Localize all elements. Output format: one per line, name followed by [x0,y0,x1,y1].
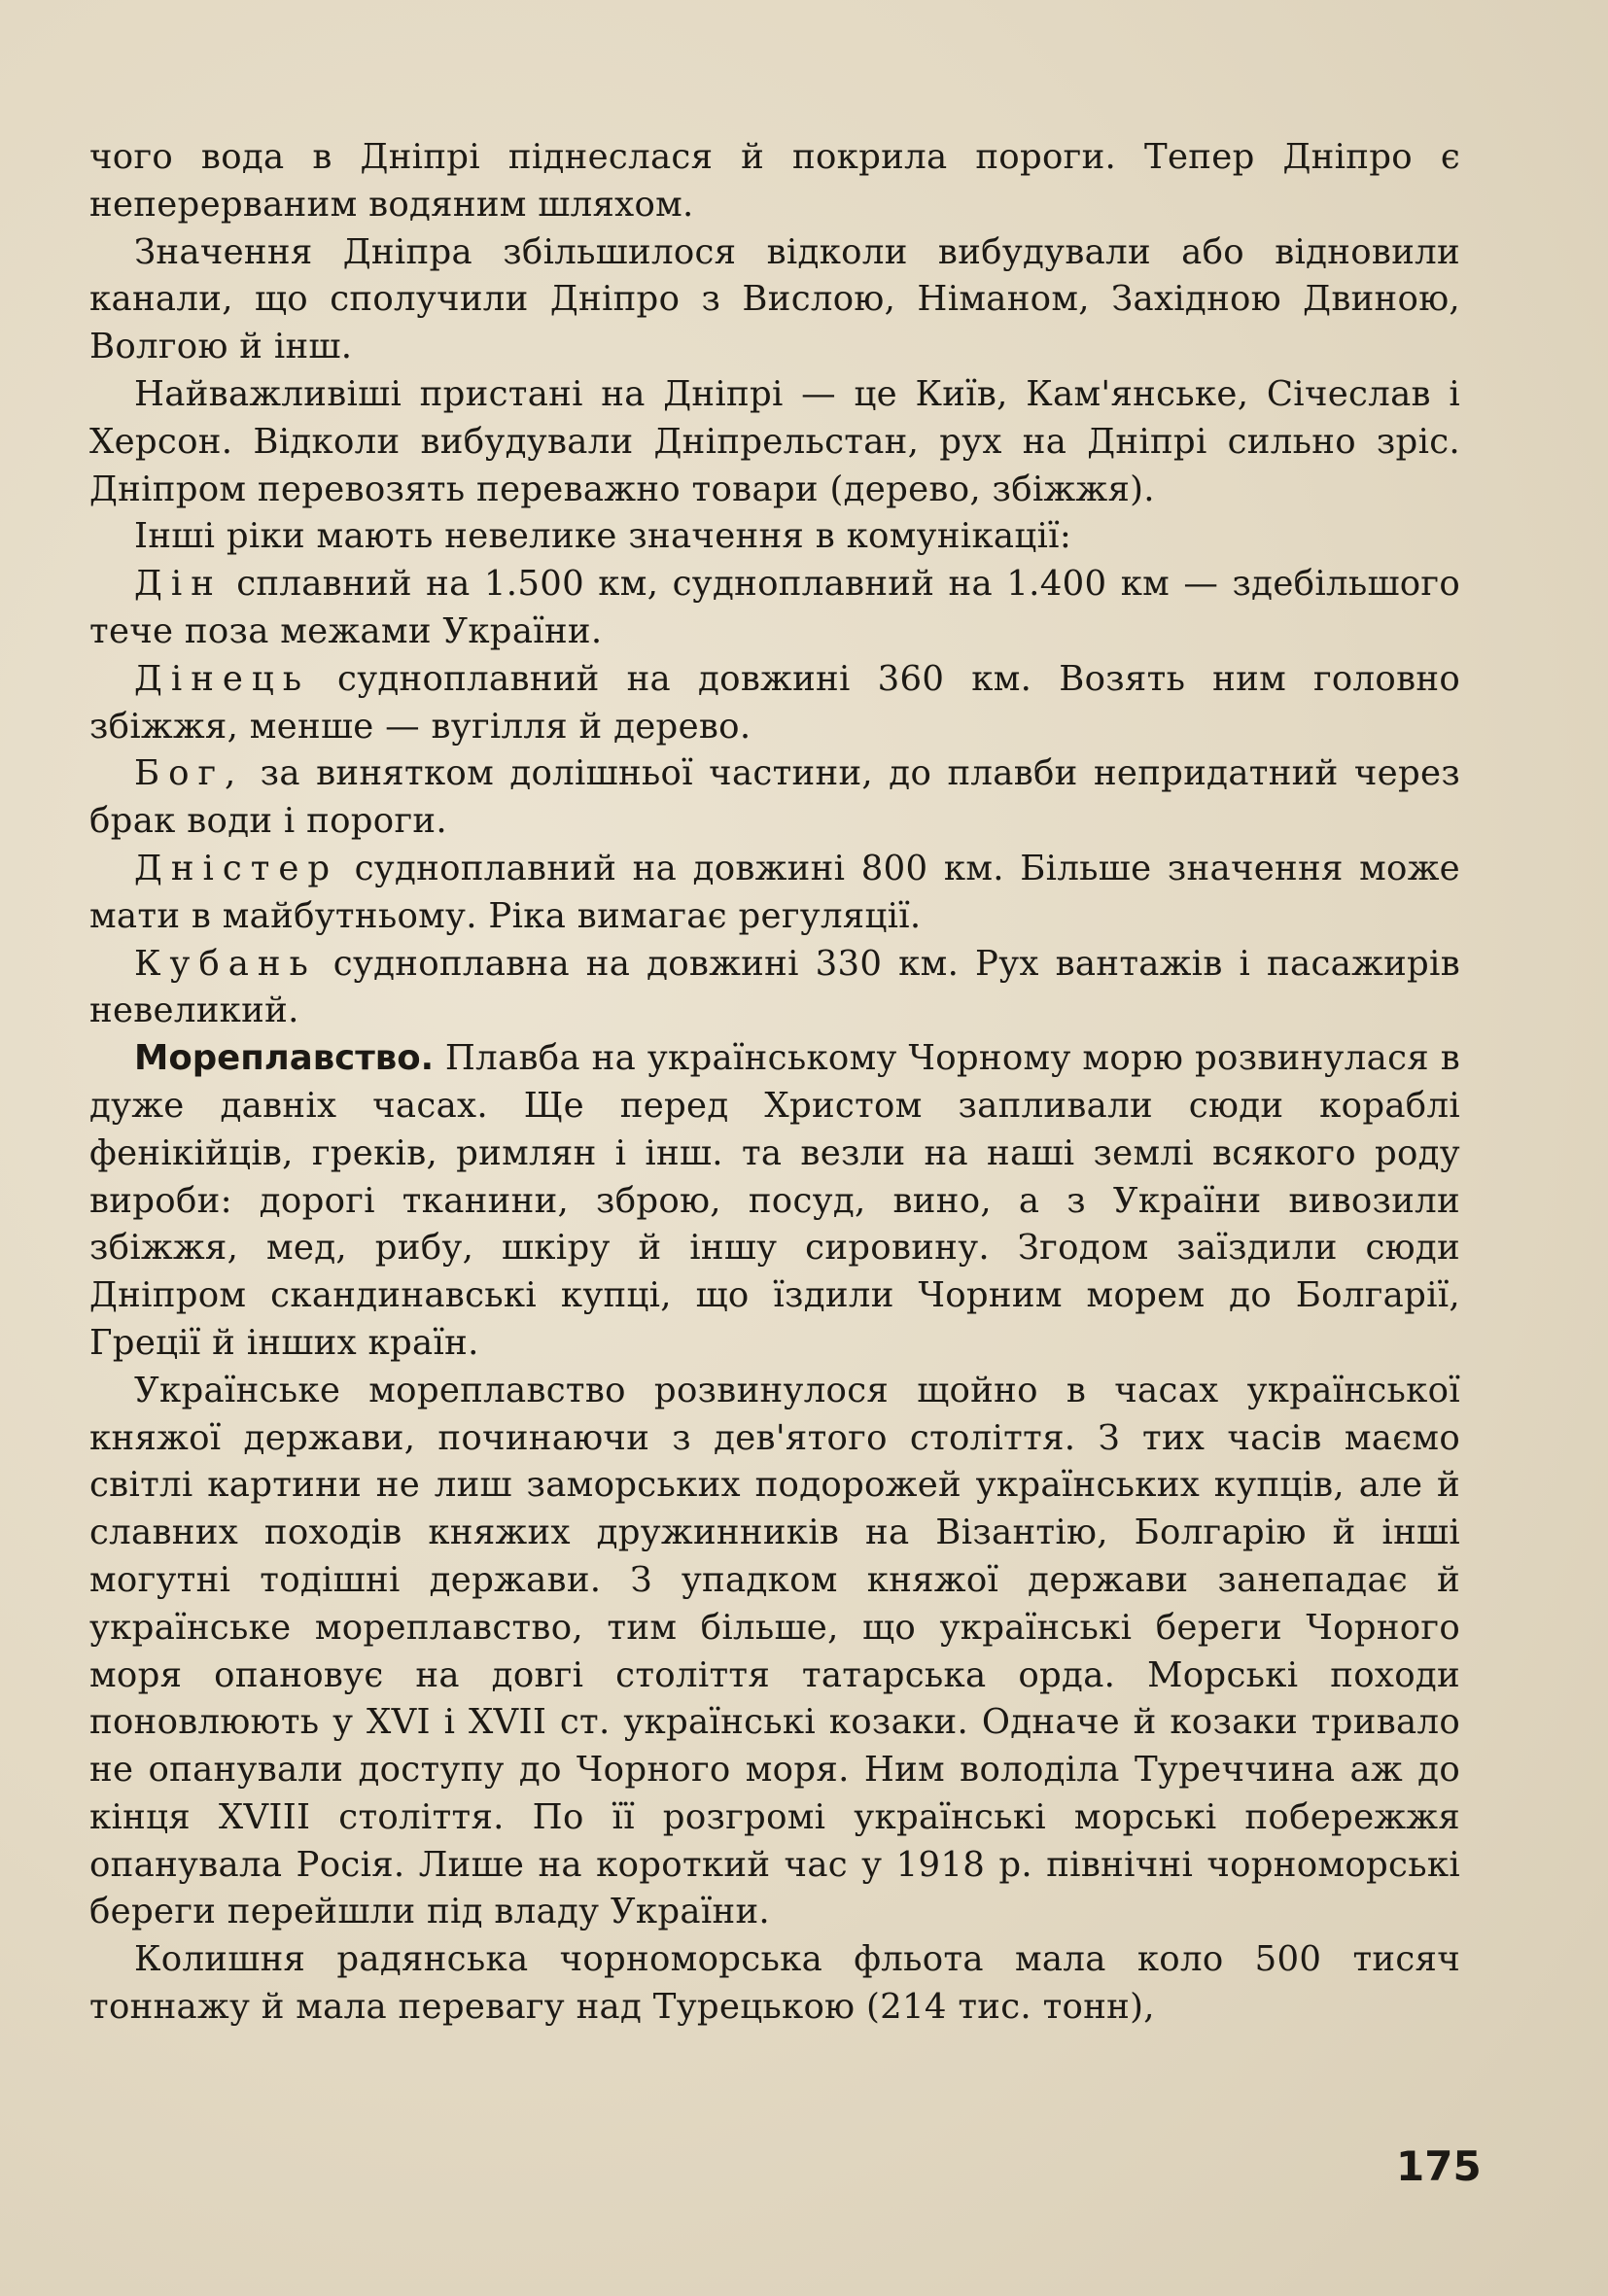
paragraph: Значення Дніпра збільшилося відколи вибудували або відновили канали, що сполучили Дніпро з Вислою, Німаном, Західною Двиною, Волгою й інш. [89,231,1460,367]
river-name: Дінець [134,658,311,699]
river-name: Кубань [134,943,317,984]
paragraph-river-donets: Дінець судноплавний на довжині 360 км. Возять ним головно збіжжя, менше — вугілля й дерево. [89,658,1460,747]
paragraph: чого вода в Дніпрі піднеслася й покрила пороги. Тепер Дніпро є неперерваним водяним шляхом. [89,137,1460,225]
paragraph: Колишня радянська чорноморська фльота мала коло 500 тисяч тоннажу й мала перевагу над Турецькою (214 тис. тонн), [89,1939,1460,2028]
body-text [89,134,1460,2032]
paragraph-river-don: Дін сплавний на 1.500 км, судноплавний на 1.400 км — здебільшого тече поза межами України. [89,564,1460,651]
paragraph: Інші ріки мають невелике значення в комунікації: [134,516,1072,557]
paragraph: Українське мореплавство розвинулося щойно в часах української княжої держави, починаючи з дев'ятого століття. З тих часів маємо світлі картини не лиш заморських подорожей українських купців, але й славних походів княжих дружинників на Візантію, Болгарію й інші могутні тодішні держави. З упадком княжої держави занепадає й українське мореплавство, тим більше, що українські береги Чорного моря опановує на довгі століття татарська орда. Морські походи поновлюють у XVI і XVII ст. українські козаки. Одначе й козаки тривало не опанували доступу до Чорного моря. Ним володіла Туреччина аж до кінця XVIII століття. По її розгромі українські морські побережжя опанувала Росія. Лише на короткий час у 1918 р. північні чорноморські береги перейшли під владу України. [89,1370,1460,1932]
paragraph-river-kuban: Кубань судноплавна на довжині 330 км. Рух вантажів і пасажирів невеликий. [89,943,1460,1031]
section-heading: Мореплавство. [134,1038,435,1079]
paragraph: Найважливіші пристані на Дніпрі — це Київ, Кам'янське, Січеслав і Херсон. Відколи вибудували Дніпрельстан, рух на Дніпрі сильно зріс. Дніпром перевозять переважно товари (дерево, збіжжя). [89,373,1460,509]
river-name: Бог, [134,753,245,794]
page-number: 175 [1396,2142,1482,2190]
river-name: Дін [134,564,223,605]
paragraph-seafaring: Мореплавство. Плавба на українському Чорному морю розвинулася в дуже давніх часах. Ще перед Христом запливали сюди кораблі фенікійців, греків, римлян і інш. та везли на наші землі всякого роду вироби: дорогі тканини, зброю, посуд, вино, а з України вивозили збіжжя, мед, рибу, шкіру й іншу сировину. Згодом заїздили сюди Дніпром скандинавські купці, що їздили Чорним морем до Болгарії, Греції й інших країн. [89,1038,1460,1363]
paragraph-river-boh: Бог, за винятком долішньої частини, до плавби непридатний через брак води і пороги. [89,753,1460,842]
paragraph-river-dnister: Дністер судноплавний на довжині 800 км. Більше значення може мати в майбутньому. Ріка вимагає регуляції. [89,848,1460,936]
river-name: Дністер [134,848,339,888]
